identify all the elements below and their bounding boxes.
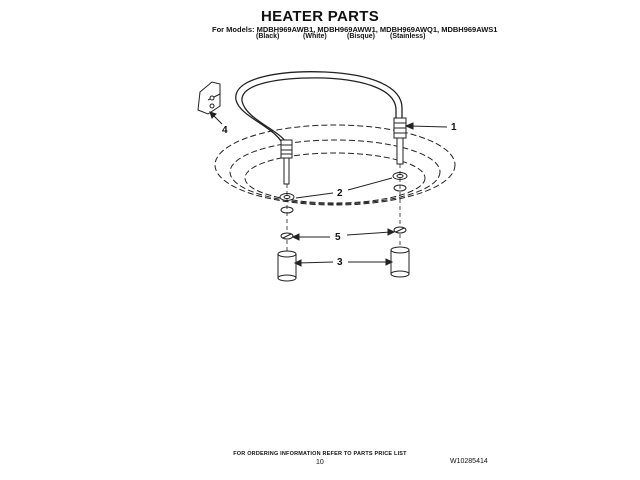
callout-2: 2 (337, 188, 343, 199)
ordering-note: FOR ORDERING INFORMATION REFER TO PARTS PRICE LIST (233, 451, 407, 457)
page-number: 10 (316, 459, 324, 466)
washer-set (280, 173, 407, 214)
heater-terminal-right (394, 118, 406, 164)
callout-1: 1 (451, 122, 457, 133)
models-line: For Models: MDBH969AWB1, MDBH969AWW1, MDBH969AWQ1, MDBH969AWS1 (212, 25, 498, 34)
heater-element (236, 72, 402, 148)
variant-black: (Black) (256, 33, 280, 40)
variant-stainless: (Stainless) (390, 33, 426, 40)
callout-4: 4 (222, 125, 228, 136)
page-title: HEATER PARTS (260, 8, 380, 25)
callout-5: 5 (335, 232, 341, 243)
variant-bisque: (Bisque) (347, 33, 375, 40)
tub-floor-ring (215, 125, 455, 205)
heater-terminal-left (281, 140, 292, 184)
assembly-centerlines (287, 164, 400, 255)
mounting-bracket (198, 82, 220, 114)
leader-lines (210, 112, 447, 266)
document-id: W10285414 (450, 458, 488, 465)
callout-3: 3 (337, 257, 343, 268)
variant-white: (White) (303, 33, 327, 40)
